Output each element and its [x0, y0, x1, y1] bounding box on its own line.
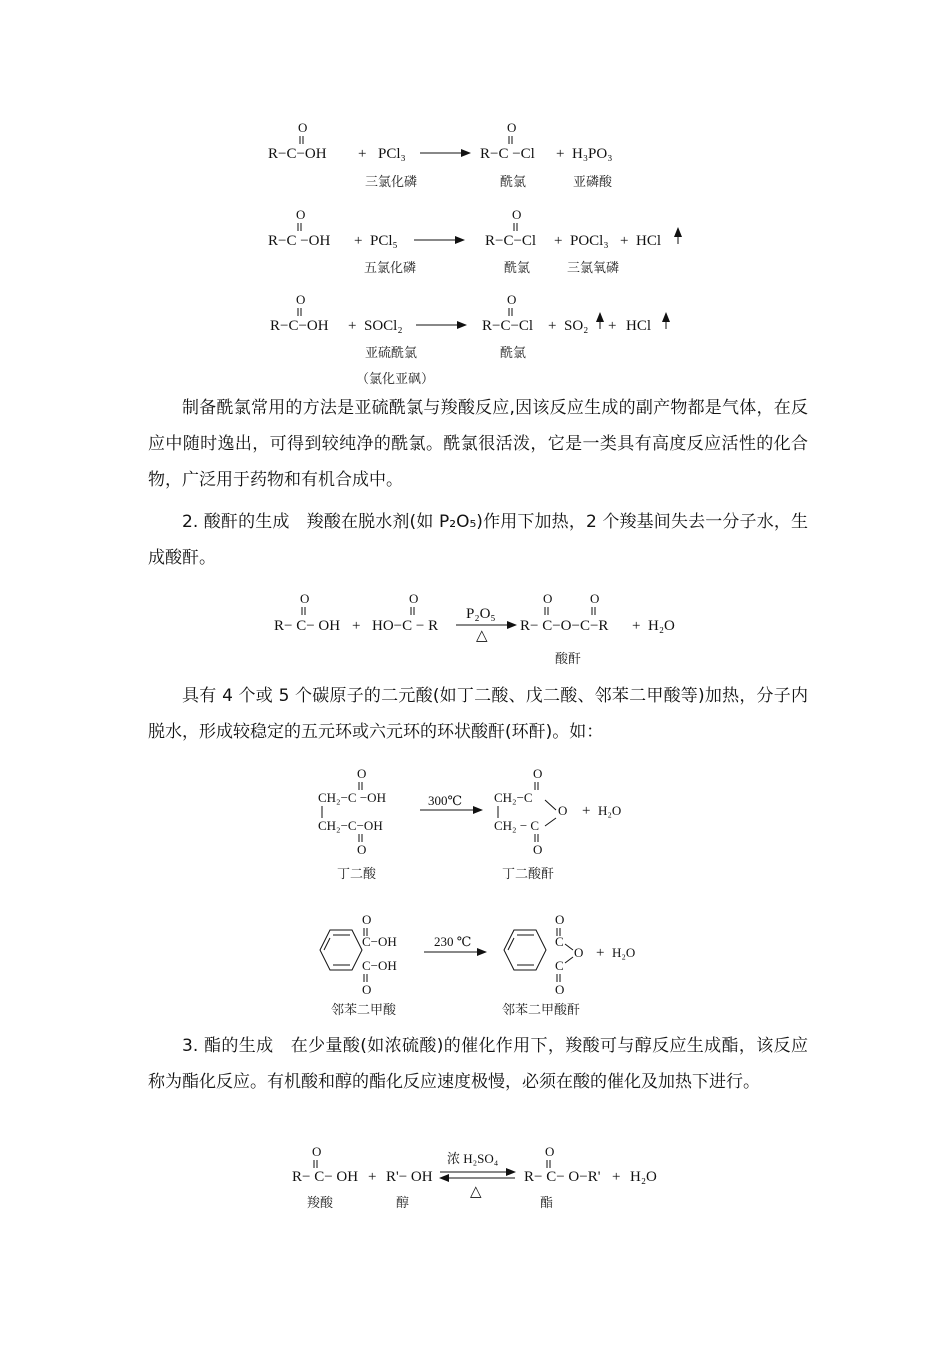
r1-label-reagent: 三氯化磷: [365, 175, 418, 190]
svg-text:H₂O: H₂O: [612, 945, 636, 960]
svg-text:H₂O: H₂O: [630, 1169, 657, 1185]
r2-reagent: PCl₅: [370, 233, 398, 249]
svg-text:230 ℃: 230 ℃: [434, 934, 472, 949]
svg-text:酸酐: 酸酐: [555, 652, 582, 667]
svg-text:醇: 醇: [396, 1196, 410, 1211]
reaction-6: [320, 912, 635, 1018]
r1-plus: +: [358, 146, 367, 162]
svg-text:O: O: [555, 982, 565, 997]
paragraph-cyclic-anhydride: 具有 4 个或 5 个碳原子的二元酸(如丁二酸、戊二酸、邻苯二甲酸等)加热，分子内脱水，形成较稳定的五元环或六元环的环状酸酐(环酐)。如：: [148, 686, 808, 742]
svg-text:O: O: [512, 207, 522, 222]
svg-text:+: +: [348, 318, 357, 334]
svg-text:O: O: [555, 912, 565, 927]
svg-text:O: O: [590, 591, 600, 606]
svg-text:C−OH: C−OH: [362, 958, 397, 973]
svg-text:O: O: [296, 292, 306, 307]
r1-label-byproduct: 亚磷酸: [573, 175, 613, 190]
svg-text:CH₂−C −OH: CH₂−C −OH: [318, 790, 386, 805]
svg-text:CH₂−C: CH₂−C: [494, 790, 533, 805]
reaction-3: [270, 292, 666, 387]
svg-text:三氯氧磷: 三氯氧磷: [567, 261, 620, 276]
svg-text:O: O: [543, 591, 553, 606]
svg-text:HO−C − R: HO−C − R: [372, 618, 439, 634]
svg-text:R− C− OH: R− C− OH: [274, 618, 341, 634]
benzene-ring: [320, 930, 362, 970]
svg-text:O: O: [357, 766, 367, 781]
svg-text:O: O: [533, 766, 543, 781]
svg-text:R'− OH: R'− OH: [386, 1169, 433, 1185]
svg-text:O: O: [409, 591, 419, 606]
paragraph-acyl-chloride: 制备酰氯常用的方法是亚硫酰氯与羧酸反应,因该反应生成的副产物都是气体，在反应中随时逸出，可得到较纯净的酰氯。酰氯很活泼，它是一类具有高度反应活性的化合物，广泛用于药物和有机合成中。: [148, 398, 808, 490]
svg-text:亚硫酰氯: 亚硫酰氯: [365, 346, 418, 361]
svg-text:O: O: [533, 842, 543, 857]
svg-text:+: +: [368, 1169, 377, 1185]
svg-text:C−OH: C−OH: [362, 934, 397, 949]
svg-text:+: +: [632, 618, 641, 634]
r1-label-product: 酰氯: [500, 175, 527, 190]
svg-text:R− C−O−C−R: R− C−O−C−R: [520, 618, 609, 634]
benzene-ring-product: [504, 930, 546, 970]
reaction-2: [268, 207, 678, 276]
carbon: C: [555, 934, 564, 949]
svg-text:+: +: [554, 233, 563, 249]
r2-byproduct1: POCl₃: [570, 233, 609, 249]
r3-byproduct2: HCl: [626, 318, 652, 334]
svg-text:羧酸: 羧酸: [307, 1196, 334, 1211]
svg-text:丁二酸酐: 丁二酸酐: [502, 867, 555, 882]
svg-text:O: O: [300, 591, 310, 606]
r3-byproduct1: SO₂: [564, 318, 589, 334]
r3-reactant: R−C−OH: [270, 318, 329, 334]
paragraph-anhydride: 2. 酸酐的生成 羧酸在脱水剂(如 P₂O₅)作用下加热，2 个羧基间失去一分子水，生成酸酐。: [148, 512, 808, 568]
svg-text:H₂O: H₂O: [648, 618, 675, 634]
svg-text:+: +: [352, 618, 361, 634]
svg-text:丁二酸: 丁二酸: [337, 867, 377, 882]
svg-text:邻苯二甲酸酐: 邻苯二甲酸酐: [502, 1003, 581, 1018]
paragraph-ester: 3. 酯的生成 在少量酸(如浓硫酸)的催化作用下，羧酸可与醇反应生成酯，该反应称为酯化反应。有机酸和醇的酯化反应速度极慢，必须在酸的催化及加热下进行。: [148, 1036, 808, 1092]
r3-reagent: SOCl₂: [364, 318, 403, 334]
svg-text:O: O: [362, 982, 372, 997]
svg-text:+: +: [596, 945, 605, 961]
svg-text:+: +: [608, 318, 617, 334]
r1-byproduct: H₃PO₃: [572, 146, 613, 162]
svg-text:五氯化磷: 五氯化磷: [364, 261, 417, 276]
svg-text:CH₂ − C: CH₂ − C: [494, 818, 540, 833]
svg-text:R− C− O−R': R− C− O−R': [524, 1169, 601, 1185]
svg-text:+: +: [556, 146, 565, 162]
svg-text:酰氯: 酰氯: [500, 346, 527, 361]
svg-text:+: +: [548, 318, 557, 334]
svg-text:酯: 酯: [540, 1196, 554, 1211]
svg-text:O: O: [507, 292, 517, 307]
carbon: C: [555, 958, 564, 973]
r2-reactant: R−C −OH: [268, 233, 331, 249]
svg-text:O: O: [558, 803, 568, 818]
svg-text:邻苯二甲酸: 邻苯二甲酸: [331, 1003, 397, 1018]
r1-reactant: R−C−OH: [268, 146, 327, 162]
svg-text:300℃: 300℃: [428, 793, 463, 808]
svg-text:O: O: [574, 945, 584, 960]
svg-text:R− C− OH: R− C− OH: [292, 1169, 359, 1185]
svg-text:（氯化亚砜）: （氯化亚砜）: [356, 372, 435, 387]
r2-product: R−C−Cl: [485, 233, 537, 249]
svg-text:+: +: [612, 1169, 621, 1185]
reaction-4: [274, 591, 675, 667]
svg-text:酰氯: 酰氯: [504, 261, 531, 276]
r1-product: R−C −Cl: [480, 146, 535, 162]
svg-text:O: O: [312, 1144, 322, 1159]
r3-product: R−C−Cl: [482, 318, 534, 334]
svg-text:+: +: [582, 803, 591, 819]
svg-text:CH₂−C−OH: CH₂−C−OH: [318, 818, 383, 833]
svg-text:+: +: [354, 233, 363, 249]
r2-byproduct2: HCl: [636, 233, 662, 249]
svg-text:O: O: [507, 120, 517, 135]
svg-text:△: △: [476, 628, 488, 644]
reaction-5: [318, 766, 621, 882]
svg-text:H₂O: H₂O: [598, 803, 622, 818]
svg-text:O: O: [362, 912, 372, 927]
svg-text:O: O: [545, 1144, 555, 1159]
r1-reagent: PCl₃: [378, 146, 406, 162]
svg-text:+: +: [620, 233, 629, 249]
svg-text:P₂O₅: P₂O₅: [466, 606, 496, 622]
svg-text:浓 H₂SO₄: 浓 H₂SO₄: [447, 1151, 499, 1166]
reaction-1: [268, 120, 613, 190]
reaction-7: [292, 1144, 657, 1211]
carbonyl-oxygen: O: [298, 120, 308, 135]
svg-text:O: O: [357, 842, 367, 857]
svg-text:△: △: [470, 1184, 482, 1200]
svg-text:O: O: [296, 207, 306, 222]
